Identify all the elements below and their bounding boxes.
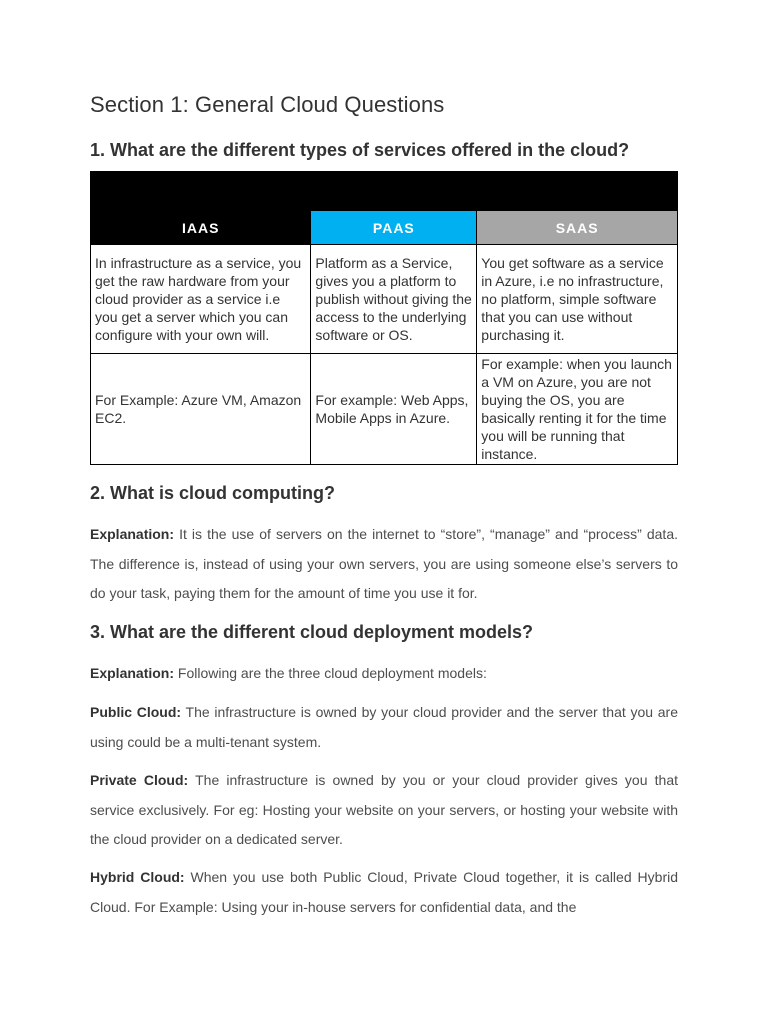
hybrid-cloud-paragraph: [90, 863, 678, 922]
cell-iaas-example: For Example: Azure VM, Amazon EC2.: [91, 354, 311, 465]
question-2-explanation: [90, 520, 678, 609]
service-types-table: [90, 171, 678, 465]
header-iaas: IAAS: [91, 211, 311, 245]
private-cloud-text: The infrastructure is owned by you or your cloud provider gives you that service exclusively. For eg: Hosting your website on your servers, or hosting your website with the cloud provider on a dedicated server.: [90, 772, 678, 847]
table-header-row: [91, 211, 678, 245]
question-3-title: 3. What are the different cloud deployment models?: [90, 622, 534, 642]
public-cloud-paragraph: [90, 698, 678, 757]
table-black-bar-cell: [91, 172, 678, 211]
explanation-label: Explanation:: [90, 665, 175, 681]
cell-saas-example: For example: when you launch a VM on Azure, you are not buying the OS, you are basically renting it for the time you will be running that instance.: [477, 354, 678, 465]
private-cloud-label: Private Cloud:: [90, 772, 189, 788]
table-row: [91, 354, 678, 465]
question-2-title: 2. What is cloud computing?: [90, 483, 335, 503]
question-1-title: 1. What are the different types of services offered in the cloud?: [90, 140, 630, 160]
cell-saas-description: You get software as a service in Azure, i.e no infrastructure, no platform, simple software that you can use without purchasing it.: [477, 245, 678, 354]
cell-iaas-description: In infrastructure as a service, you get the raw hardware from your cloud provider as a service i.e you get a server which you can configure with your own will.: [91, 245, 311, 354]
public-cloud-label: Public Cloud:: [90, 704, 182, 720]
table-black-bar: [91, 172, 678, 211]
question-3-explanation: [90, 659, 678, 689]
cell-paas-example: For example: Web Apps, Mobile Apps in Azure.: [311, 354, 477, 465]
explanation-text: It is the use of servers on the internet to “store”, “manage” and “process” data. The difference is, instead of using your own servers, you are using someone else’s servers to do your task, paying them for the amount of time you use it for.: [90, 526, 678, 601]
header-saas: SAAS: [477, 211, 678, 245]
hybrid-cloud-label: Hybrid Cloud:: [90, 869, 185, 885]
header-paas: PAAS: [311, 211, 477, 245]
explanation-label: Explanation:: [90, 526, 175, 542]
table-row: [91, 245, 678, 354]
private-cloud-paragraph: [90, 766, 678, 855]
public-cloud-text: The infrastructure is owned by your cloud provider and the server that you are using could be a multi-tenant system.: [90, 704, 678, 750]
section-title: Section 1: General Cloud Questions: [90, 92, 445, 117]
explanation-text: Following are the three cloud deployment models:: [174, 665, 487, 681]
hybrid-cloud-text: When you use both Public Cloud, Private Cloud together, it is called Hybrid Cloud. For Example: Using your in-house servers for confidential data, and the: [90, 869, 679, 915]
cell-paas-description: Platform as a Service, gives you a platform to publish without giving the access to the underlying software or OS.: [311, 245, 477, 354]
